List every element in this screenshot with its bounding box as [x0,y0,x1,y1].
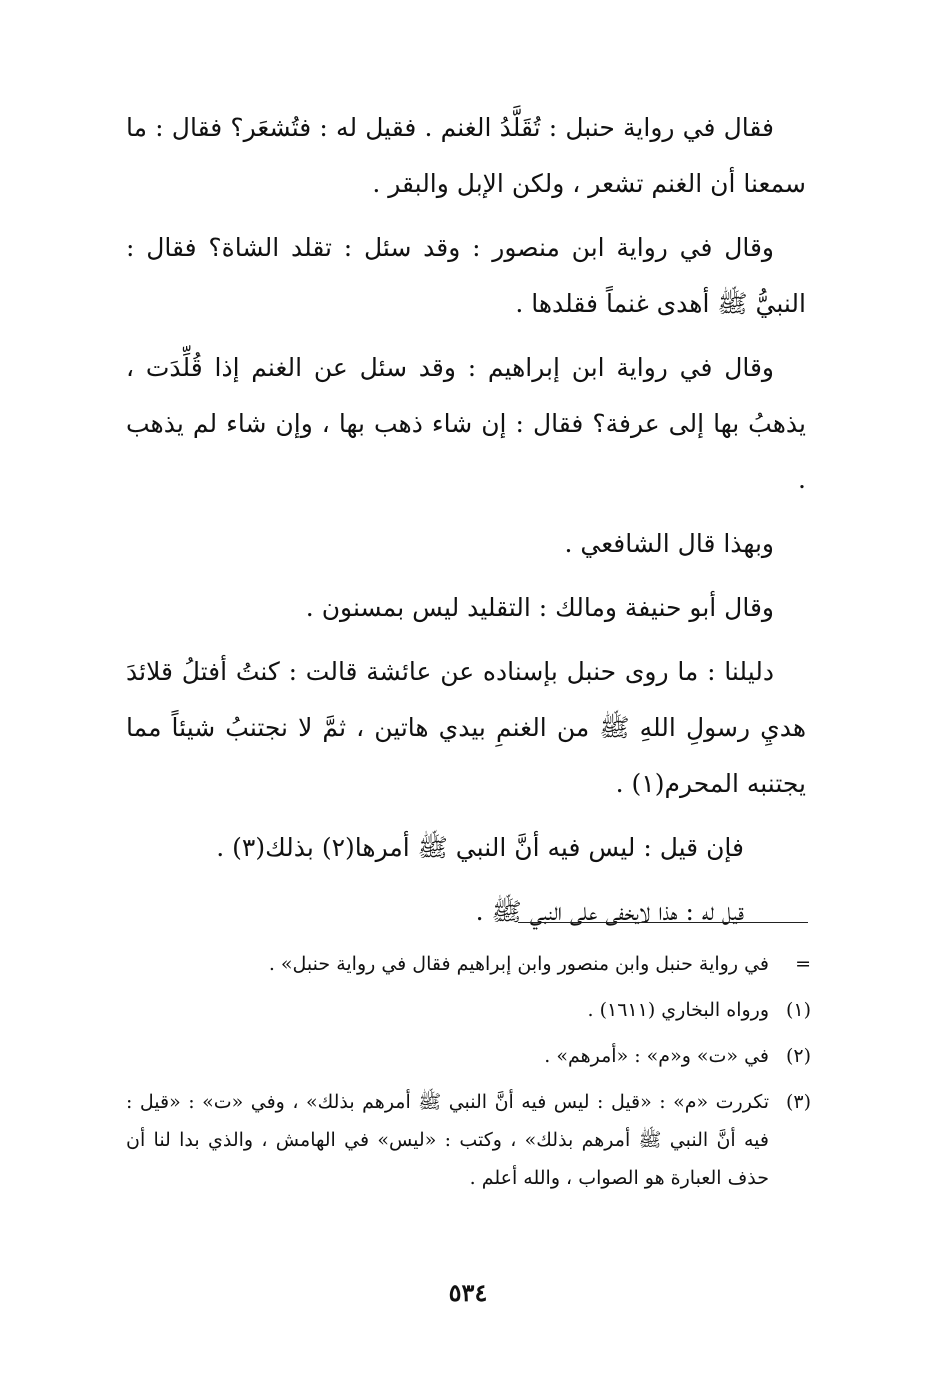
main-text [126,100,806,948]
paragraph-ibn-ibrahim-narration: وقال في رواية ابن إبراهيم : وقد سئل عن الغنم إذا قُلِّدَت ، يذهبُ بها إلى عرفة؟ فقال : إن شاء ذهب بها ، وإن شاء لم يذهب . [126,353,806,494]
footnote-text: في رواية حنبل وابن منصور وابن إبراهيم فقال في رواية حنبل» . [268,953,769,975]
paragraph-hanbal-narration: فقال في رواية حنبل : تُقَلَّدُ الغنم . فقيل له : فتُشعَر؟ فقال : ما سمعنا أن الغنم تشعر ، ولكن الإبل والبقر . [126,113,806,198]
paragraph-evidence: دليلنا : ما روى حنبل بإسناده عن عائشة قالت : كنتُ أفتلُ قلائدَ هديِ رسولِ اللهِ ﷺ من الغنمِ بيدي هاتين ، ثمَّ لا نجتنبُ شيئاً مما يجتنبه المحرم(١) . [126,657,806,798]
footnote-marker: (١) [785,999,811,1021]
footnote-text: ورواه البخاري (١٦١١) . [587,999,769,1021]
footnote-marker: (٢) [785,1045,811,1067]
footnote-text: في «ت» و«م» : «أمرهم» . [544,1045,769,1067]
footnote-marker: = [795,953,811,975]
footnote-continuation [126,945,811,983]
paragraph-abu-hanifa-malik: وقال أبو حنيفة ومالك : التقليد ليس بمسنون . [305,593,774,622]
paragraph-objection: فإن قيل : ليس فيه أنَّ النبي ﷺ أمرها(٢) بذلك(٣) . [216,833,744,862]
footnote-divider [518,922,808,923]
footnote-1 [126,991,811,1029]
footnote-3 [126,1083,811,1197]
page-number: ٥٣٤ [448,1278,488,1307]
paragraph-reply: قيل له : هذا لايخفى على النبي ﷺ . [475,897,744,926]
footnote-marker: (٣) [785,1091,811,1113]
footnote-2 [126,1037,811,1075]
paragraph-shafii: وبهذا قال الشافعي . [564,529,774,558]
paragraph-ibn-mansur-narration: وقال في رواية ابن منصور : وقد سئل : تقلد الشاة؟ فقال : النبيُّ ﷺ أهدى غنماً فقلدها . [126,233,806,318]
footnotes [126,945,811,1205]
footnote-text: تكررت «م» : «قيل : ليس فيه أنَّ النبي ﷺ أمرهم بذلك» ، وفي «ت» : «قيل : فيه أنَّ النبي ﷺ أمرهم بذلك» ، وكتب : «ليس» في الهامش ، والذي بدا لنا أن حذف العبارة هو الصواب ، والله أعلم . [126,1091,769,1189]
